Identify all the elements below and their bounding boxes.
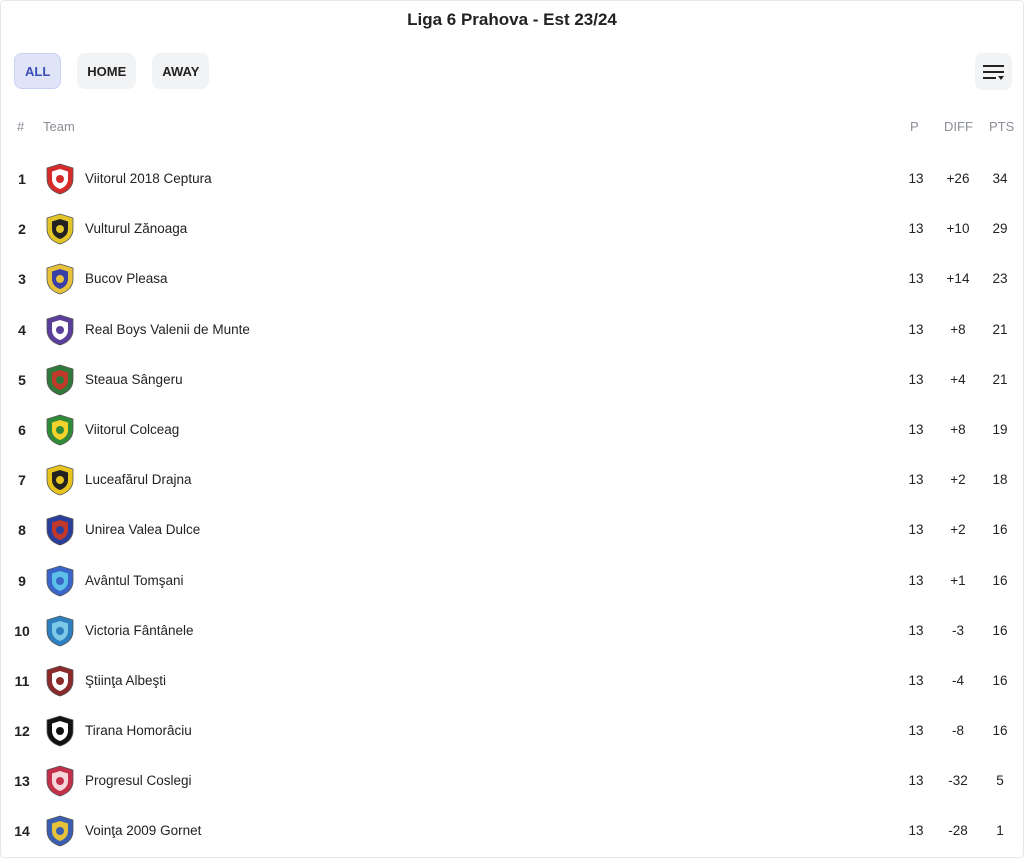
team-points: 19: [992, 421, 1008, 437]
team-crest-icon: [43, 814, 77, 848]
filter-home-button[interactable]: HOME: [77, 53, 136, 89]
team-goal-diff: -32: [948, 773, 968, 789]
sort-menu-button[interactable]: [975, 53, 1012, 90]
team-name[interactable]: Unirea Valea Dulce: [85, 522, 201, 538]
team-played: 13: [908, 773, 924, 789]
table-row[interactable]: [1, 756, 1023, 806]
team-goal-diff: -4: [951, 672, 964, 688]
table-row[interactable]: [1, 706, 1023, 756]
standings-table: [1, 154, 1023, 857]
team-crest-icon: [43, 413, 77, 447]
team-name[interactable]: Ştiinţa Albeşti: [85, 672, 167, 688]
table-row[interactable]: [1, 355, 1023, 405]
team-points: 16: [992, 572, 1008, 588]
filter-all-button[interactable]: ALL: [14, 53, 61, 89]
team-played: 13: [908, 421, 924, 437]
team-goal-diff: +8: [950, 321, 966, 337]
team-crest-icon: [43, 363, 77, 397]
table-row[interactable]: [1, 405, 1023, 455]
team-points: 34: [992, 171, 1008, 186]
team-rank: 12: [14, 723, 30, 740]
team-crest-icon: [43, 313, 77, 347]
team-played: 13: [908, 221, 924, 237]
team-crest-icon: [43, 614, 77, 648]
table-row[interactable]: [1, 204, 1023, 254]
team-name[interactable]: Victoria Fântânele: [85, 622, 194, 638]
team-played: 13: [908, 572, 924, 588]
table-header: [1, 119, 1023, 139]
team-rank: 2: [18, 221, 26, 238]
table-row[interactable]: [1, 455, 1023, 505]
table-row[interactable]: [1, 606, 1023, 656]
team-rank: 9: [18, 572, 26, 589]
team-name[interactable]: Viitorul 2018 Ceptura: [85, 171, 212, 186]
team-played: 13: [908, 723, 924, 739]
team-crest-icon: [43, 513, 77, 547]
team-crest-icon: [43, 212, 77, 246]
team-points: 29: [992, 221, 1008, 237]
team-name[interactable]: Real Boys Valenii de Munte: [85, 321, 250, 337]
team-points: 5: [996, 773, 1004, 789]
team-played: 13: [908, 271, 924, 287]
column-team-header: Team: [43, 119, 75, 134]
team-goal-diff: -8: [951, 723, 964, 739]
team-crest-icon: [43, 664, 77, 698]
team-crest-icon: [43, 262, 77, 296]
team-played: 13: [908, 622, 924, 638]
team-name[interactable]: Luceafărul Drajna: [85, 472, 192, 488]
team-name[interactable]: Tirana Homorâciu: [85, 723, 192, 739]
team-played: 13: [908, 371, 924, 387]
team-name[interactable]: Avântul Tomşani: [85, 572, 184, 588]
team-points: 16: [992, 723, 1008, 739]
team-played: 13: [908, 672, 924, 688]
team-goal-diff: -3: [951, 622, 964, 638]
filter-tabs: [14, 53, 209, 89]
team-goal-diff: +4: [950, 371, 966, 387]
team-crest-icon: [43, 714, 77, 748]
team-goal-diff: -28: [948, 823, 968, 839]
team-points: 23: [992, 271, 1008, 287]
team-name[interactable]: Viitorul Colceag: [85, 421, 180, 437]
team-points: 21: [992, 321, 1008, 337]
table-row[interactable]: [1, 806, 1023, 856]
team-goal-diff: +2: [950, 472, 966, 488]
sort-list-icon: [982, 62, 1006, 82]
table-row[interactable]: [1, 154, 1023, 204]
team-rank: 14: [14, 823, 30, 840]
team-played: 13: [908, 823, 924, 839]
table-row[interactable]: [1, 505, 1023, 555]
team-points: 1: [996, 823, 1004, 839]
column-rank-header: #: [17, 119, 25, 134]
team-rank: 10: [14, 622, 30, 639]
team-goal-diff: +26: [946, 171, 970, 186]
team-points: 18: [992, 472, 1008, 488]
team-goal-diff: +8: [950, 421, 966, 437]
team-rank: 3: [18, 271, 26, 288]
team-rank: 13: [14, 773, 30, 790]
table-row[interactable]: [1, 254, 1023, 304]
filter-away-button[interactable]: AWAY: [152, 53, 209, 89]
team-crest-icon: [43, 162, 77, 196]
team-rank: 6: [18, 421, 26, 438]
column-played-header[interactable]: P: [910, 119, 919, 134]
table-row[interactable]: [1, 556, 1023, 606]
team-crest-icon: [43, 564, 77, 598]
team-played: 13: [908, 321, 924, 337]
team-name[interactable]: Vulturul Zănoaga: [85, 221, 188, 237]
team-played: 13: [908, 472, 924, 488]
team-points: 21: [992, 371, 1008, 387]
team-name[interactable]: Steaua Sângeru: [85, 371, 183, 387]
team-goal-diff: +14: [946, 271, 970, 287]
team-goal-diff: +10: [946, 221, 970, 237]
team-crest-icon: [43, 764, 77, 798]
column-points-header[interactable]: PTS: [989, 119, 1015, 134]
team-name[interactable]: Progresul Coslegi: [85, 773, 192, 789]
column-diff-header[interactable]: DIFF: [944, 119, 973, 134]
team-rank: 11: [14, 672, 30, 689]
team-crest-icon: [43, 463, 77, 497]
team-rank: 5: [18, 371, 26, 388]
table-row[interactable]: [1, 656, 1023, 706]
team-rank: 7: [18, 472, 26, 489]
team-played: 13: [908, 522, 924, 538]
team-played: 13: [908, 171, 924, 186]
team-goal-diff: +2: [950, 522, 966, 538]
team-goal-diff: +1: [950, 572, 966, 588]
team-points: 16: [992, 672, 1008, 688]
league-title: Liga 6 Prahova - Est 23/24: [407, 10, 617, 29]
table-row[interactable]: [1, 305, 1023, 355]
team-points: 16: [992, 622, 1008, 638]
team-name[interactable]: Bucov Pleasa: [85, 271, 168, 287]
team-rank: 1: [18, 171, 26, 187]
team-rank: 4: [18, 321, 26, 338]
team-rank: 8: [18, 522, 26, 539]
team-points: 16: [992, 522, 1008, 538]
team-name[interactable]: Voinţa 2009 Gornet: [85, 823, 202, 839]
